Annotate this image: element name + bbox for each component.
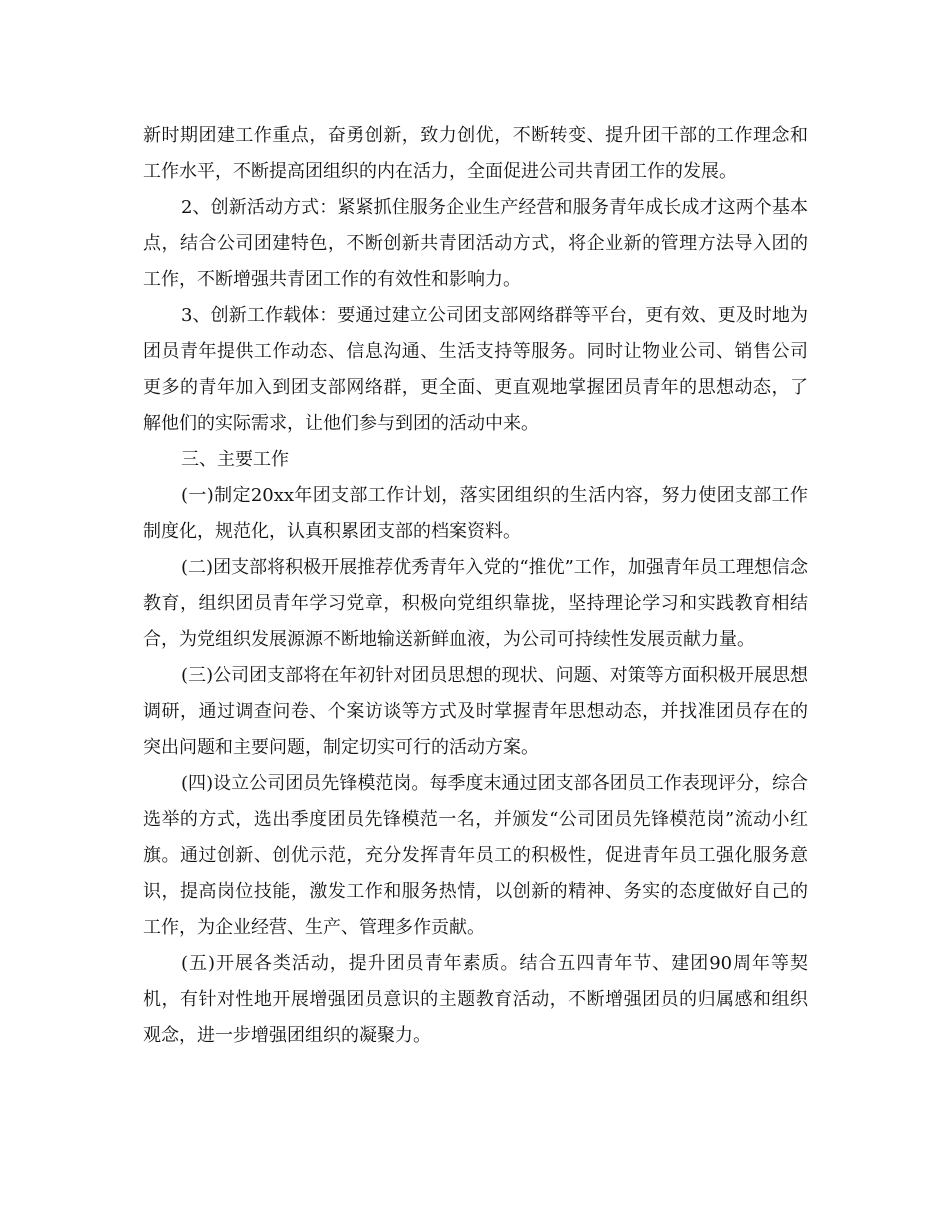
paragraph-various-activities: (五)开展各类活动，提升团员青年素质。结合五四青年节、建团90周年等契机，有针对性地开展增强团员意识的主题教育活动，不断增强团员的归属感和组织观念，进一步增强团组织的凝聚力。 (143, 953, 808, 1046)
paragraph-work-plan: (一)制定20xx年团支部工作计划，落实团组织的生活内容，努力使团支部工作制度化，规范化，认真积累团支部的档案资料。 (143, 485, 808, 542)
paragraph-ideological-research: (三)公司团支部将在年初针对团员思想的现状、问题、对策等方面积极开展思想调研，通过调查问卷、个案访谈等方式及时掌握青年思想动态，并找准团员存在的突出问题和主要问题，制定切实可行的活动方案。 (143, 665, 808, 758)
paragraph-recommend-excellent-youth: (二)团支部将积极开展推荐优秀青年入党的“推优”工作，加强青年员工理想信念教育，组织团员青年学习党章，积极向党组织靠拢，坚持理论学习和实践教育相结合，为党组织发展源源不断地输送新鲜血液，为公司可持续性发展贡献力量。 (143, 557, 808, 650)
document-body (143, 118, 808, 1054)
paragraph-continuation: 新时期团建工作重点，奋勇创新，致力创优，不断转变、提升团干部的工作理念和工作水平，不断提高团组织的内在活力，全面促进公司共青团工作的发展。 (143, 125, 808, 182)
paragraph-innovate-work-carrier: 3、创新工作载体：要通过建立公司团支部网络群等平台，更有效、更及时地为团员青年提供工作动态、信息沟通、生活支持等服务。同时让物业公司、销售公司更多的青年加入到团支部网络群，更全面、更直观地掌握团员青年的思想动态，了解他们的实际需求，让他们参与到团的活动中来。 (143, 305, 808, 434)
paragraph-model-post: (四)设立公司团员先锋模范岗。每季度末通过团支部各团员工作表现评分，综合选举的方式，选出季度团员先锋模范一名，并颁发“公司团员先锋模范岗”流动小红旗。通过创新、创优示范，充分发挥青年员工的积极性，促进青年员工强化服务意识，提高岗位技能，激发工作和服务热情，以创新的精神、务实的态度做好自己的工作，为企业经营、生产、管理多作贡献。 (143, 773, 808, 938)
paragraph-innovate-activity-methods: 2、创新活动方式：紧紧抓住服务企业生产经营和服务青年成长成才这两个基本点，结合公司团建特色，不断创新共青团活动方式，将企业新的管理方法导入团的工作，不断增强共青团工作的有效性和影响力。 (143, 197, 808, 290)
section-heading-main-work: 三、主要工作 (181, 449, 289, 470)
